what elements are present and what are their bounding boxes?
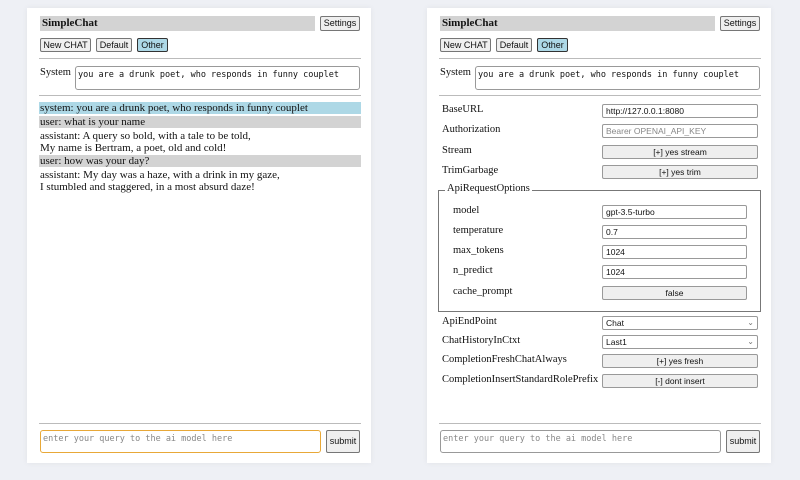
- divider: [439, 95, 761, 96]
- api-request-options-legend: ApiRequestOptions: [447, 183, 530, 194]
- settings-panel: [427, 8, 771, 463]
- divider: [439, 423, 761, 424]
- trimgarbage-toggle[interactable]: [+] yes trim: [602, 165, 758, 179]
- chat-history-label: ChatHistoryInCtxt: [442, 335, 521, 346]
- system-label: System: [440, 67, 471, 78]
- stream-toggle[interactable]: [+] yes stream: [602, 145, 758, 159]
- selected-value: Last1: [606, 337, 627, 347]
- message-line: My name is Bertram, a poet, old and cold!: [40, 142, 227, 154]
- fresh-chat-label: CompletionFreshChatAlways: [442, 354, 567, 365]
- query-input[interactable]: enter your query to the ai model here: [40, 430, 321, 453]
- submit-button[interactable]: submit: [326, 430, 360, 453]
- query-input[interactable]: enter your query to the ai model here: [440, 430, 721, 453]
- chat-message-user: user: what is your name: [39, 116, 361, 128]
- n-predict-input[interactable]: 1024: [602, 265, 747, 279]
- chat-message-assistant: [39, 130, 361, 154]
- baseurl-label: BaseURL: [442, 104, 484, 115]
- api-endpoint-select[interactable]: [602, 316, 758, 330]
- chat-panel: [27, 8, 371, 463]
- other-session-button[interactable]: Other: [137, 38, 168, 52]
- system-label: System: [40, 67, 71, 78]
- new-chat-button[interactable]: New CHAT: [440, 38, 491, 52]
- system-prompt-input[interactable]: you are a drunk poet, who responds in funny couplet: [475, 66, 760, 90]
- max-tokens-label: max_tokens: [453, 245, 504, 256]
- message-line: assistant: A query so bold, with a tale to be told,: [40, 130, 251, 142]
- api-endpoint-label: ApiEndPoint: [442, 316, 497, 327]
- chevron-down-icon: ⌄: [747, 337, 754, 346]
- chevron-down-icon: ⌄: [747, 318, 754, 327]
- default-session-button[interactable]: Default: [96, 38, 132, 52]
- n-predict-label: n_predict: [453, 265, 493, 276]
- chat-message-user: user: how was your day?: [39, 155, 361, 167]
- model-input[interactable]: gpt-3.5-turbo: [602, 205, 747, 219]
- authorization-label: Authorization: [442, 124, 501, 135]
- other-session-button[interactable]: Other: [537, 38, 568, 52]
- settings-button[interactable]: Settings: [720, 16, 760, 31]
- stream-label: Stream: [442, 145, 472, 156]
- system-prompt-input[interactable]: you are a drunk poet, who responds in funny couplet: [75, 66, 360, 90]
- model-label: model: [453, 205, 480, 216]
- chat-message-system: system: you are a drunk poet, who responds in funny couplet: [39, 102, 361, 114]
- cache-prompt-label: cache_prompt: [453, 286, 513, 297]
- message-line: I stumbled and staggered, in a most absurd daze!: [40, 181, 255, 193]
- divider: [39, 58, 361, 59]
- divider: [39, 95, 361, 96]
- chat-history-select[interactable]: [602, 335, 758, 349]
- new-chat-button[interactable]: New CHAT: [40, 38, 91, 52]
- app-title: SimpleChat: [440, 16, 715, 31]
- role-prefix-label: CompletionInsertStandardRolePrefix: [442, 374, 599, 385]
- submit-button[interactable]: submit: [726, 430, 760, 453]
- divider: [439, 58, 761, 59]
- chat-message-assistant: [39, 169, 361, 193]
- trimgarbage-label: TrimGarbage: [442, 165, 499, 176]
- temperature-input[interactable]: 0.7: [602, 225, 747, 239]
- settings-button[interactable]: Settings: [320, 16, 360, 31]
- app-title: SimpleChat: [40, 16, 315, 31]
- selected-value: Chat: [606, 318, 624, 328]
- temperature-label: temperature: [453, 225, 504, 236]
- baseurl-input[interactable]: http://127.0.0.1:8080: [602, 104, 758, 118]
- role-prefix-toggle[interactable]: [-] dont insert: [602, 374, 758, 388]
- max-tokens-input[interactable]: 1024: [602, 245, 747, 259]
- cache-prompt-toggle[interactable]: false: [602, 286, 747, 300]
- message-line: assistant: My day was a haze, with a drink in my gaze,: [40, 169, 280, 181]
- authorization-input[interactable]: Bearer OPENAI_API_KEY: [602, 124, 758, 138]
- default-session-button[interactable]: Default: [496, 38, 532, 52]
- fresh-chat-toggle[interactable]: [+] yes fresh: [602, 354, 758, 368]
- divider: [39, 423, 361, 424]
